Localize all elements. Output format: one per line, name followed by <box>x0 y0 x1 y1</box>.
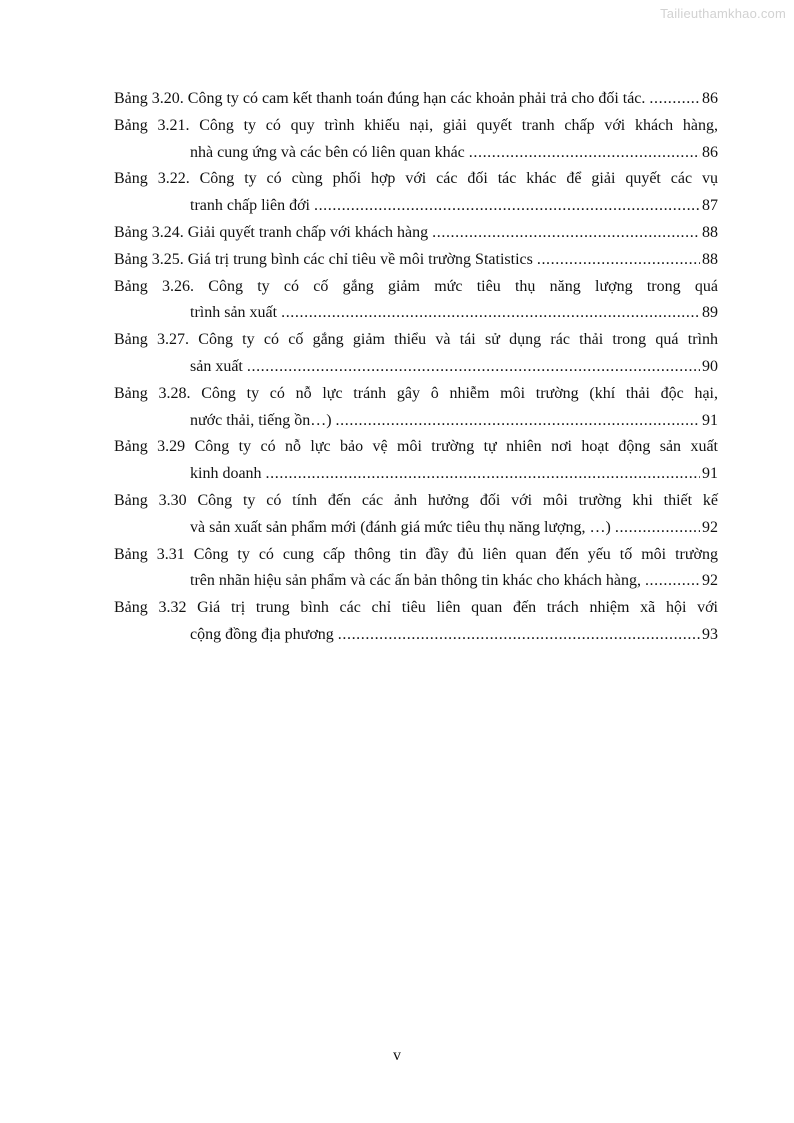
page-number: 92 <box>702 518 718 536</box>
entry-title-line-1: Bảng 3.27. Công ty có cố gắng giảm thiểu và tái sử dụng rác thải trong quá trình <box>114 331 718 349</box>
watermark-text: Tailieuthamkhao.com <box>660 6 786 21</box>
dot-leader <box>649 86 700 113</box>
dot-leader <box>615 515 700 542</box>
toc-entry[interactable] <box>114 86 718 113</box>
dot-leader <box>469 140 700 167</box>
entry-title-line-2: trình sản xuất <box>190 304 278 322</box>
toc-entry[interactable] <box>114 220 718 247</box>
dot-leader <box>338 622 700 649</box>
page-number: 87 <box>702 197 718 215</box>
page-number: 89 <box>702 304 718 322</box>
toc-entry[interactable] <box>114 327 718 381</box>
toc-entry[interactable] <box>114 595 718 649</box>
entry-title: Bảng 3.24. Giải quyết tranh chấp với khách hàng <box>114 223 429 241</box>
dot-leader <box>432 220 700 247</box>
entry-title-line-1: Bảng 3.22. Công ty có cùng phối hợp với các đối tác khác để giải quyết các vụ <box>114 170 718 188</box>
toc-entry[interactable] <box>114 113 718 167</box>
page-number: 91 <box>702 411 718 429</box>
toc-entry[interactable] <box>114 542 718 596</box>
dot-leader <box>537 247 700 274</box>
entry-title-line-1: Bảng 3.29 Công ty có nỗ lực bảo vệ môi trường tự nhiên nơi hoạt động sản xuất <box>114 438 718 456</box>
toc-entry[interactable] <box>114 434 718 488</box>
page-number: 92 <box>702 572 718 590</box>
entry-title-line-2: cộng đồng địa phương <box>190 625 334 643</box>
dot-leader <box>314 193 700 220</box>
entry-title-line-1: Bảng 3.28. Công ty có nỗ lực tránh gây ô nhiễm môi trường (khí thải độc hại, <box>114 384 718 402</box>
dot-leader <box>247 354 700 381</box>
page-number: 88 <box>702 250 718 268</box>
entry-title-line-1: Bảng 3.26. Công ty có cố gắng giảm mức tiêu thụ năng lượng trong quá <box>114 277 718 295</box>
entry-title-line-1: Bảng 3.31 Công ty có cung cấp thông tin đầy đủ liên quan đến yếu tố môi trường <box>114 545 718 563</box>
entry-title: Bảng 3.25. Giá trị trung bình các chỉ tiêu về môi trường Statistics <box>114 250 533 268</box>
dot-leader <box>266 461 700 488</box>
entry-title-line-1: Bảng 3.21. Công ty có quy trình khiếu nại, giải quyết tranh chấp với khách hàng, <box>114 116 718 134</box>
page-number: 86 <box>702 90 718 107</box>
entry-title-line-1: Bảng 3.30 Công ty có tính đến các ảnh hưởng đối với môi trường khi thiết kế <box>114 491 718 509</box>
entry-title: Bảng 3.20. Công ty có cam kết thanh toán đúng hạn các khoản phải trả cho đối tác. <box>114 90 646 107</box>
page-number: 86 <box>702 143 718 161</box>
dot-leader <box>336 408 700 435</box>
page-number: 91 <box>702 465 718 483</box>
list-of-tables <box>114 86 718 649</box>
page-footer-numeral: v <box>393 1047 401 1064</box>
entry-title-line-2: kinh doanh <box>190 465 262 483</box>
toc-entry[interactable] <box>114 166 718 220</box>
entry-title-line-2: và sản xuất sản phẩm mới (đánh giá mức tiêu thụ năng lượng, …) <box>190 518 611 536</box>
entry-title-line-1: Bảng 3.32 Giá trị trung bình các chỉ tiêu liên quan đến trách nhiệm xã hội với <box>114 599 718 617</box>
toc-entry[interactable] <box>114 381 718 435</box>
entry-title-line-2: sản xuất <box>190 357 243 375</box>
entry-title-line-2: trên nhãn hiệu sản phẩm và các ấn bản thông tin khác cho khách hàng, <box>190 572 641 590</box>
dot-leader <box>281 300 700 327</box>
toc-entry[interactable] <box>114 274 718 328</box>
page-number: 90 <box>702 357 718 375</box>
dot-leader <box>645 568 700 595</box>
page-number: 93 <box>702 625 718 643</box>
entry-title-line-2: tranh chấp liên đới <box>190 197 310 215</box>
toc-entry[interactable] <box>114 488 718 542</box>
page-number: 88 <box>702 223 718 241</box>
toc-entry[interactable] <box>114 247 718 274</box>
entry-title-line-2: nhà cung ứng và các bên có liên quan khác <box>190 143 465 161</box>
entry-title-line-2: nước thải, tiếng ồn…) <box>190 411 332 429</box>
